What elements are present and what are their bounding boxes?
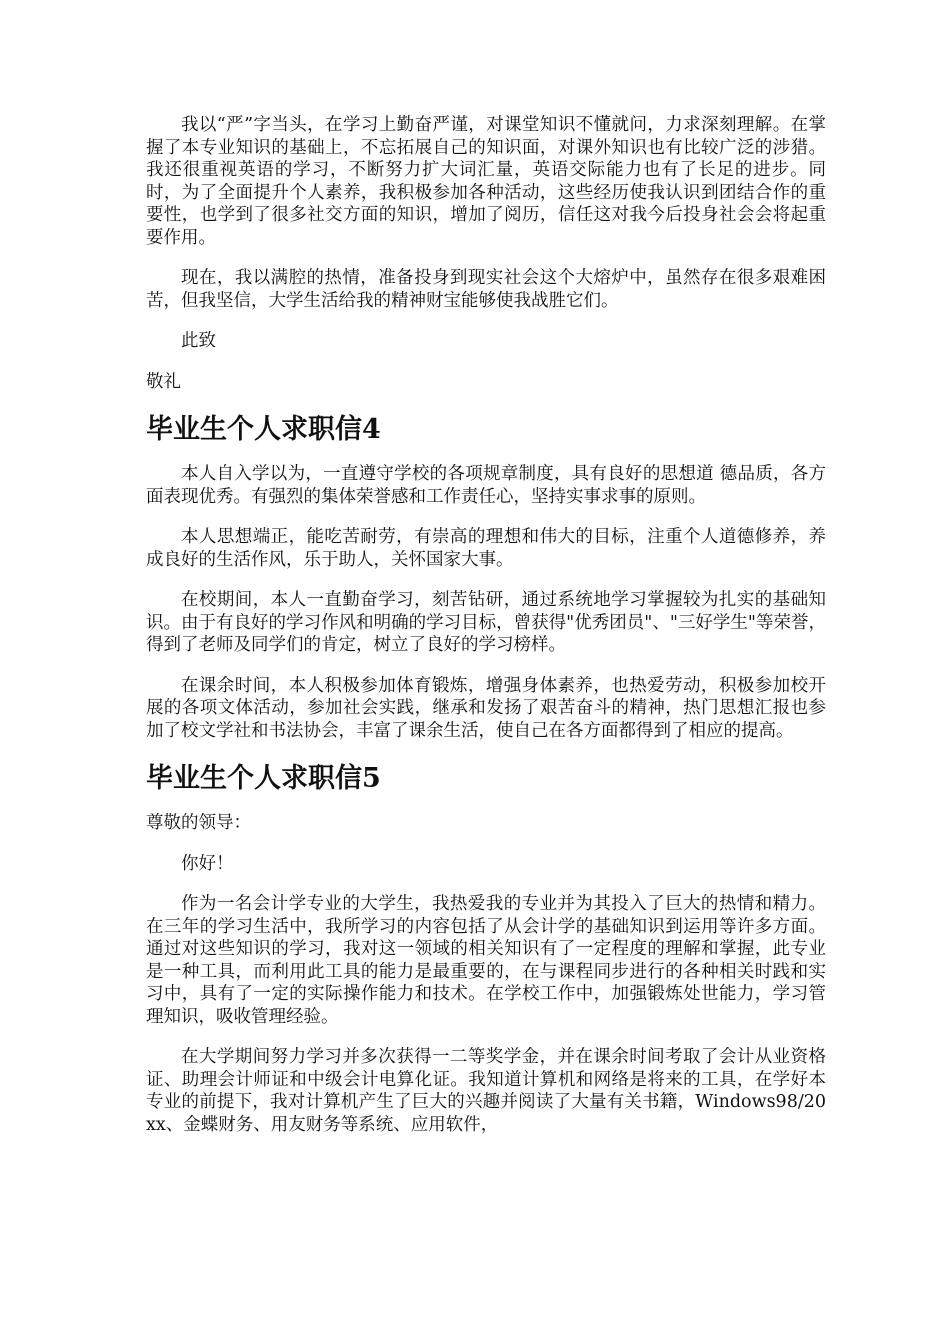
body-paragraph: 在课余时间，本人积极参加体育锻炼，增强身体素养，也热爱劳动，积极参加校开展的各项文体活动，参加社会实践，继承和发扬了艰苦奋斗的精神，热门思想汇报也参加了校文学社和书法协会，丰富了课余生活，使自己在各方面都得到了相应的提高。	[146, 675, 826, 741]
body-paragraph: 本人思想端正，能吃苦耐劳，有崇高的理想和伟大的目标，注重个人道德修养，养成良好的生活作风，乐于助人，关怀国家大事。	[146, 527, 826, 570]
letter-greeting: 你好！	[181, 853, 234, 874]
body-paragraph: 我以“严”字当头，在学习上勤奋严谨，对课堂知识不懂就问，力求深刻理解。在掌握了本专业知识的基础上，不忘拓展自己的知识面，对课外知识也有比较广泛的涉猎。我还很重视英语的学习，不断努力扩大词汇量，英语交际能力也有了长足的进步。同时，为了全面提升个人素养，我积极参加各种活动，这些经历使我认识到团结合作的重要性，也学到了很多社交方面的知识，增加了阅历，信任这对我今后投身社会会将起重要作用。	[146, 115, 826, 248]
section-heading-5: 毕业生个人求职信5	[146, 763, 381, 794]
closing-regards: 敬礼	[146, 371, 181, 392]
body-paragraph: 作为一名会计学专业的大学生，我热爱我的专业并为其投入了巨大的热情和精力。在三年的学习生活中，我所学习的内容包括了从会计学的基础知识到运用等许多方面。通过对这些知识的学习，我对这一领域的相关知识有了一定程度的理解和掌握，此专业是一种工具，而利用此工具的能力是最重要的，在与课程同步进行的各种相关时践和实习中，具有了一定的实际操作能力和技术。在学校工作中，加强锻炼处世能力，学习管理知识，吸收管理经验。	[146, 894, 826, 1027]
closing-salutation: 此致	[181, 331, 216, 351]
section-heading-4: 毕业生个人求职信4	[146, 414, 381, 445]
letter-salutation: 尊敬的领导：	[146, 813, 251, 833]
body-paragraph: 在大学期间努力学习并多次获得一二等奖学金，并在课余时间考取了会计从业资格证、助理会计师证和中级会计电算化证。我知道计算机和网络是将来的工具，在学好本专业的前提下，我对计算机产生了巨大的兴趣并阅读了大量有关书籍，Windows98/20xx、金蝶财务、用友财务等系统、应用软件，	[146, 1047, 826, 1135]
body-paragraph: 现在，我以满腔的热情，准备投身到现实社会这个大熔炉中，虽然存在很多艰难困苦，但我坚信，大学生活给我的精神财宝能够使我战胜它们。	[146, 268, 826, 311]
body-paragraph: 在校期间，本人一直勤奋学习，刻苦钻研，通过系统地学习掌握较为扎实的基础知识。由于有良好的学习作风和明确的学习目标，曾获得"优秀团员"、"三好学生"等荣誉，得到了老师及同学们的肯定，树立了良好的学习榜样。	[146, 590, 826, 655]
body-paragraph: 本人自入学以为，一直遵守学校的各项规章制度，具有良好的思想道 德品质，各方面表现优秀。有强烈的集体荣誉感和工作责任心，坚持实事求事的原则。	[146, 464, 826, 507]
document-page	[146, 114, 826, 1154]
